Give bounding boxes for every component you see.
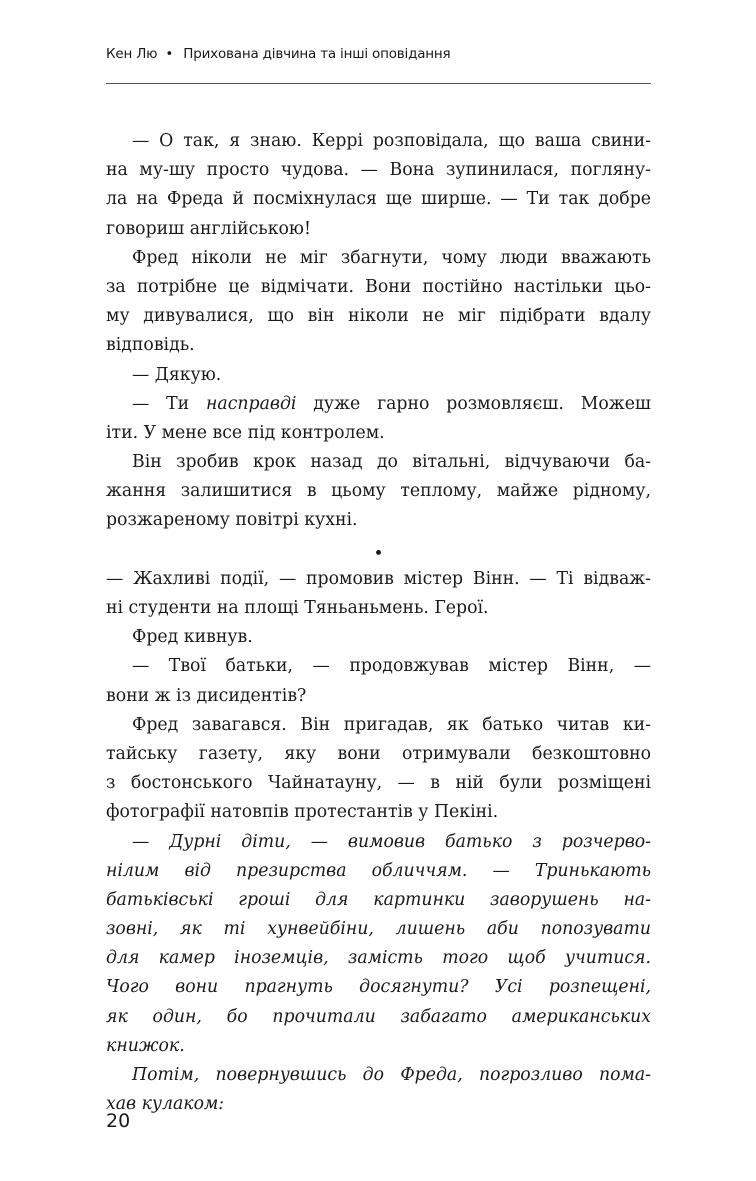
text-line — [106, 244, 651, 273]
text-run: — Дякую. — [132, 364, 222, 385]
text-line — [106, 506, 651, 535]
text-run: розжареному повітрі кухні. — [106, 510, 358, 531]
text-run-italic: зовні, як ті хунвейбіни, лишень аби попозувати — [106, 919, 651, 940]
text-run: — О так, я знаю. Керрі розповідала, що ваша свини- — [132, 131, 651, 151]
text-line — [106, 828, 651, 857]
text-line — [106, 565, 651, 594]
text-run: му дивувалися, що він ніколи не міг підібрати вдалу — [106, 306, 651, 327]
text-line — [106, 1003, 651, 1032]
header-book-title: Прихована дівчина та інші оповідання — [183, 46, 451, 62]
text-run: — Жахливі події, — промовив містер Вінн. — Ті відваж- — [106, 568, 651, 589]
text-line — [106, 973, 651, 1002]
text-line — [106, 419, 651, 448]
text-line — [106, 477, 651, 506]
text-line — [106, 1032, 651, 1061]
text-line — [106, 156, 651, 185]
text-line — [106, 886, 651, 915]
text-line — [106, 361, 651, 390]
text-run: говориш англійською! — [106, 218, 311, 239]
text-line — [106, 331, 651, 360]
header-rule — [106, 83, 651, 84]
text-run-italic: Потім, повернувшись до Фреда, погрозливо пома- — [132, 1065, 651, 1085]
text-run: за потрібне це відмічати. Вони постійно настільки цьо- — [106, 276, 651, 297]
text-line — [106, 185, 651, 214]
text-run-italic: насправді — [206, 393, 297, 414]
header-author: Кен Лю — [106, 46, 158, 62]
running-header — [106, 46, 450, 62]
text-run: тайську газету, яку вони отримували безкоштовно — [106, 743, 651, 764]
text-line — [106, 448, 651, 477]
section-separator-glyph: • — [373, 543, 384, 564]
text-run: ні студенти на площі Тяньаньмень. Герої. — [106, 598, 489, 618]
page-body — [106, 127, 651, 1119]
text-run-italic: Чого вони прагнуть досягнути? Усі розпещені, — [106, 977, 651, 998]
text-run: Фред завагався. Він пригадав, як батько читав ки- — [132, 714, 651, 735]
text-run: — Ти — [132, 393, 207, 414]
text-line — [106, 127, 651, 156]
text-run: жання залишитися в цьому теплому, майже рідному, — [106, 481, 651, 502]
text-line — [106, 944, 651, 973]
text-run-italic: батьківські гроші для картинки заворушень на- — [106, 889, 651, 910]
text-run: на му-шу просто чудова. — Вона зупинилася, погляну- — [106, 160, 651, 181]
text-line — [106, 273, 651, 302]
text-line — [106, 594, 651, 623]
text-run-italic: нілим від презирства обличчям. — Тринькають — [106, 860, 651, 881]
text-line — [106, 215, 651, 244]
text-line — [106, 857, 651, 886]
text-run-italic: хав кулаком: — [106, 1094, 225, 1115]
text-line — [106, 302, 651, 331]
text-line — [106, 390, 651, 419]
text-run-italic: для камер іноземців, замість того щоб учитися. — [106, 948, 651, 969]
text-run-italic: книжок. — [106, 1035, 185, 1056]
text-run: іти. У мене все під контролем. — [106, 422, 385, 443]
header-separator: • — [165, 46, 174, 62]
text-line — [106, 623, 651, 652]
text-line — [106, 740, 651, 769]
text-run-italic: — Дурні діти, — вимовив батько з розчерво- — [132, 831, 651, 852]
text-line — [106, 915, 651, 944]
text-run: фотографії натовпів протестантів у Пекіні. — [106, 802, 499, 823]
text-run: Він зробив крок назад до вітальні, відчуваючи ба- — [132, 452, 651, 473]
page-number: 20 — [106, 1110, 131, 1132]
text-line — [106, 682, 651, 711]
text-run: вони ж із дисидентів? — [106, 685, 307, 706]
text-run: Фред ніколи не міг збагнути, чому люди вважають — [132, 247, 651, 268]
text-run: ла на Фреда й посміхнулася ще ширше. — Ти так добре — [106, 189, 651, 210]
text-line — [106, 1061, 651, 1090]
text-line — [106, 1090, 651, 1119]
text-run: Фред кивнув. — [132, 627, 253, 648]
text-run: з бостонського Чайнатауну, — в ній були розміщені — [106, 773, 651, 794]
text-run: відповідь. — [106, 335, 195, 356]
text-run: дуже гарно розмовляєш. Можеш — [296, 393, 651, 414]
text-line — [106, 711, 651, 740]
text-run-italic: як один, бо прочитали забагато американських — [106, 1006, 651, 1027]
text-line — [106, 798, 651, 827]
text-run: — Твої батьки, — продовжував містер Вінн, — — [132, 656, 651, 677]
text-line — [106, 652, 651, 681]
text-line — [106, 769, 651, 798]
